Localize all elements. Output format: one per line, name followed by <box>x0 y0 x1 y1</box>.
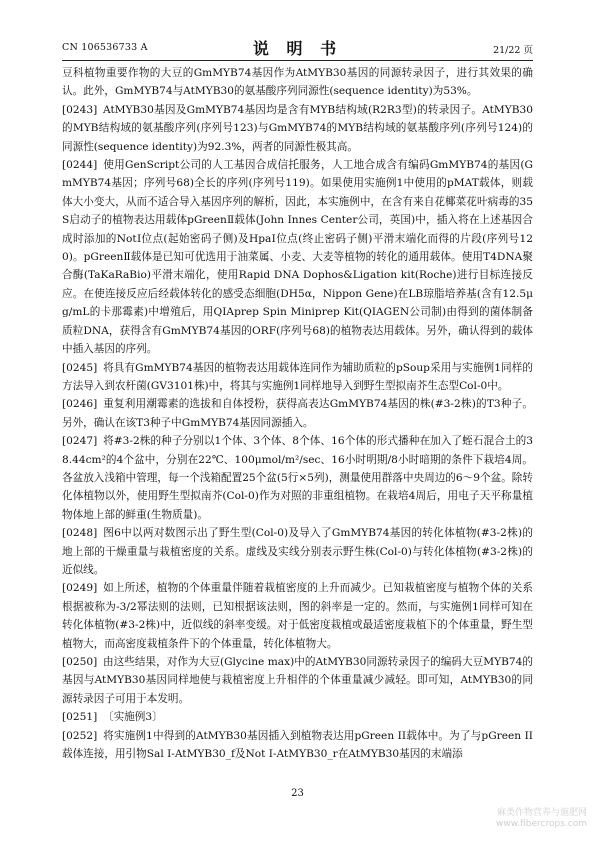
paragraph-text: 将实施例1中得到的AtMYB30基因插入到植物表达用pGreen II载体中。为了与pGreen II载体连接，用引物Sal I-AtMYB30_f及Not I-AtMYB30_r在AtMYB30基因的末端添 <box>62 729 533 761</box>
document-body <box>62 64 533 763</box>
watermark <box>496 808 587 830</box>
paragraph-number: [0246] <box>62 398 98 411</box>
paragraph-0244 <box>62 156 533 358</box>
paragraph-text: 重复利用潮霉素的选拔和自体授粉，获得高表达GmMYB74基因的株(#3-2株)的T3种子。另外，确认在该T3种子中GmMYB74基因同源插入。 <box>62 398 533 429</box>
paragraph-number: [0252] <box>62 729 98 742</box>
page-header <box>62 36 533 60</box>
patent-number: CN 106536733 A <box>62 42 148 53</box>
page-number: 23 <box>291 788 304 799</box>
paragraph-0247 <box>62 432 533 524</box>
paragraph-text: 如上所述，植物的个体重量伴随着栽植密度的上升而减少。已知栽植密度与植物个体的关系根据被称为-3/2幂法则的法则，已知根据该法则，图的斜率是一定的。然而，与实施例1同样可知在转化体植物(#3-2株)中，近似线的斜率变缓。对于低密度栽植或最适密度栽植下的个体重量，野生型植物大，而高密度栽植条件下的个体重量，转化体植物大。 <box>62 582 533 650</box>
header-divider <box>62 60 533 61</box>
document-title: 说 明 书 <box>252 39 343 58</box>
paragraph-text: 豆科植物重要作物的大豆的GmMYB74基因作为AtMYB30基因的同源转录因子，进行其效果的确认。此外，GmMYB74与AtMYB30的氨基酸序列同源性(sequence identity)为53%。 <box>62 67 533 98</box>
paragraph-number: [0250] <box>62 656 98 668</box>
paragraph-number: [0245] <box>62 361 98 374</box>
paragraph-0251 <box>62 708 533 726</box>
paragraph-0249 <box>62 579 533 653</box>
paragraph-text: 〔实施例3〕 <box>103 711 163 724</box>
paragraph-text: 使用GenScript公司的人工基因合成信托服务，人工地合成含有编码GmMYB74的基因(GmMYB74基因；序列号68)全长的序列(序列号119)。如果使用实施例1中使用的pMAT载体，则载体大小变大，从而不适合导入基因序列的解析，因此，本实施例中，在含有来自花椰菜花叶病毒的35S启动子的植物表达用载体pGreenⅡ载体(John Innes Center公司，英国)中，插入将在上述基因合成时添加的NotⅠ位点(起始密码子侧)及HpaⅠ位点(终止密码子侧)平滑末端化而得的片段(序列号120)。pGreenⅡ载体是已知可优选用于油菜属、小麦、大麦等植物的转化的通用载体。使用T4DNA聚合酶(TaKaRaBio)平滑末端化，使用Rapid DNA Dophos&Ligation kit(Roche)进行目标连接反应。在使连接反应后经载体转化的感受态细胞(DH5α，Nippon Gene)在LB琼脂培养基(含有12.5μg/mL的卡那霉素)中增殖后，用QIAprep Spin Miniprep Kit(QIAGEN公司制)由得到的菌体制备质粒DNA，获得含有GmMYB74基因的ORF(序列号68)的植物表达用载体。另外，确认得到的载体中插入基因的序列。 <box>62 159 533 356</box>
paragraph-continuation <box>62 64 533 101</box>
watermark-text: 麻类作物营养与施肥网 <box>496 808 587 818</box>
paragraph-number: [0247] <box>62 435 98 448</box>
paragraph-number: [0249] <box>62 582 98 595</box>
paragraph-0250 <box>62 653 533 708</box>
paragraph-text: AtMYB30基因及GmMYB74基因均是含有MYB结构域(R2R3型)的转录因子。AtMYB30的MYB结构域的氨基酸序列(序列号123)与GmMYB74的MYB结构域的氨基酸序列(序列号124)的同源性(sequence identity)为92.3%，两者的同源性极其高。 <box>62 103 533 153</box>
paragraph-0245 <box>62 359 533 396</box>
paragraph-0243 <box>62 101 533 156</box>
paragraph-text: 图6中以两对数图示出了野生型(Col-0)及导入了GmMYB74基因的转化体植物(#3-2株)的地上部的干燥重量与栽植密度的关系。虚线及实线分别表示野生株(Col-0)与转化体植物(#3-2株)的近似线。 <box>62 527 533 576</box>
paragraph-0246 <box>62 395 533 432</box>
paragraph-text: 将#3-2株的种子分别以1个体、3个体、8个体、16个体的形式播种在加入了蛭石混合土的38.44cm²的4个盆中，分别在22℃、100μmol/m²/sec、16小时明期/8小时暗期的条件下栽培4周。各盆放入浅箱中管理，每一个浅箱配置25个盆(5行×5列)，测量使用群落中央周边的6～9个盆。除转化体植物以外，使用野生型拟南芥(Col-0)作为对照的非重组植物。在栽培4周后，用电子天平称量植物体地上部的鲜重(生物质量)。 <box>62 435 533 521</box>
paragraph-number: [0244] <box>62 159 98 172</box>
paragraph-0252 <box>62 727 533 764</box>
paragraph-0248 <box>62 524 533 579</box>
watermark-url: www.fibercrops.com <box>496 819 587 829</box>
paragraph-text: 将具有GmMYB74基因的植物表达用载体连同作为辅助质粒的pSoup采用与实施例1同样的方法导入到农杆菌(GV3101株)中，将其与实施例1同样地导入到野生型拟南芥生态型Col-0中。 <box>62 361 533 392</box>
paragraph-number: [0248] <box>62 527 98 540</box>
paragraph-text: 由这些结果，对作为大豆(Glycine max)中的AtMYB30同源转录因子的编码大豆MYB74的基因与AtMYB30基因同样地使与栽植密度上升相伴的个体重量减少减轻。即可知，AtMYB30的同源转录因子可用于本发明。 <box>62 656 533 705</box>
paragraph-number: [0251] <box>62 711 98 724</box>
paragraph-number: [0243] <box>62 103 98 116</box>
page-info: 21/22 页 <box>493 45 533 56</box>
